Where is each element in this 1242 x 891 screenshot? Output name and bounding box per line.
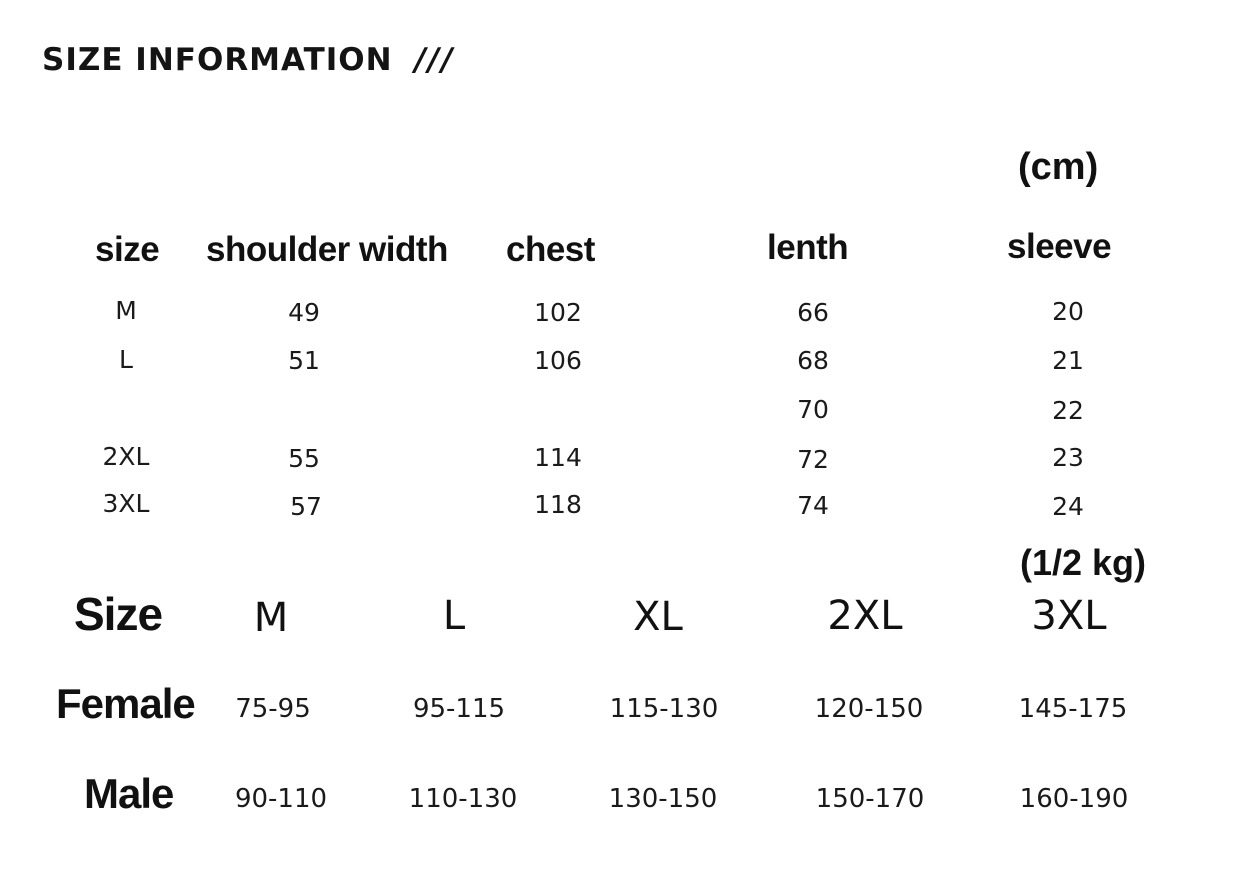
table-cell: 3XL xyxy=(102,489,150,518)
table-cell: M xyxy=(115,296,137,325)
table-cell: 57 xyxy=(290,492,322,521)
table-cell: 24 xyxy=(1052,492,1084,521)
table-cell: 145-175 xyxy=(1018,694,1128,724)
table-cell: 23 xyxy=(1052,443,1084,472)
header-shoulder-width: shoulder width xyxy=(206,230,448,269)
size-column-2xl: 2XL xyxy=(827,593,903,639)
table-cell: 95-115 xyxy=(412,694,506,724)
table-cell: 22 xyxy=(1052,396,1084,425)
table-cell: 20 xyxy=(1052,297,1084,326)
page-title xyxy=(42,42,455,78)
table-cell: 115-130 xyxy=(609,694,719,724)
table-cell: 74 xyxy=(797,491,829,520)
header-sleeve: sleeve xyxy=(1007,227,1112,266)
header-length: lenth xyxy=(767,228,849,267)
table-cell: 75-95 xyxy=(235,694,311,724)
header-size: size xyxy=(95,230,160,269)
table-cell: 72 xyxy=(797,445,829,474)
row-label-female: Female xyxy=(56,680,195,727)
table-cell: 21 xyxy=(1052,346,1084,375)
header-size-big: Size xyxy=(74,588,163,640)
table-cell: 150-170 xyxy=(815,784,925,814)
table-cell: 110-130 xyxy=(408,784,518,814)
header-chest: chest xyxy=(506,230,595,269)
size-column-3xl: 3XL xyxy=(1031,593,1107,639)
table-cell: 160-190 xyxy=(1019,784,1129,814)
row-label-male: Male xyxy=(84,770,174,817)
title-slash-marks: /// xyxy=(414,42,455,78)
table-cell: 55 xyxy=(288,444,320,473)
table-cell: 102 xyxy=(534,298,582,327)
size-column-m: M xyxy=(253,595,289,641)
table-cell: 90-110 xyxy=(234,784,328,814)
page-title-text: SIZE INFORMATION xyxy=(42,42,393,78)
table-cell: 120-150 xyxy=(814,694,924,724)
table-cell: 118 xyxy=(534,490,582,519)
table-cell: L xyxy=(119,345,133,374)
table-cell: 2XL xyxy=(102,442,150,471)
measure-unit-label: (cm) xyxy=(1018,146,1099,188)
table-cell: 51 xyxy=(288,346,320,375)
weight-unit-label: (1/2 kg) xyxy=(1020,542,1147,583)
table-cell: 70 xyxy=(797,395,829,424)
table-cell: 130-150 xyxy=(608,784,718,814)
table-cell: 66 xyxy=(797,298,829,327)
table-cell: 106 xyxy=(534,346,582,375)
table-cell: 49 xyxy=(288,298,320,327)
table-cell: 114 xyxy=(534,443,582,472)
size-column-l: L xyxy=(442,593,466,639)
size-column-xl: XL xyxy=(633,594,683,640)
table-cell: 68 xyxy=(797,346,829,375)
